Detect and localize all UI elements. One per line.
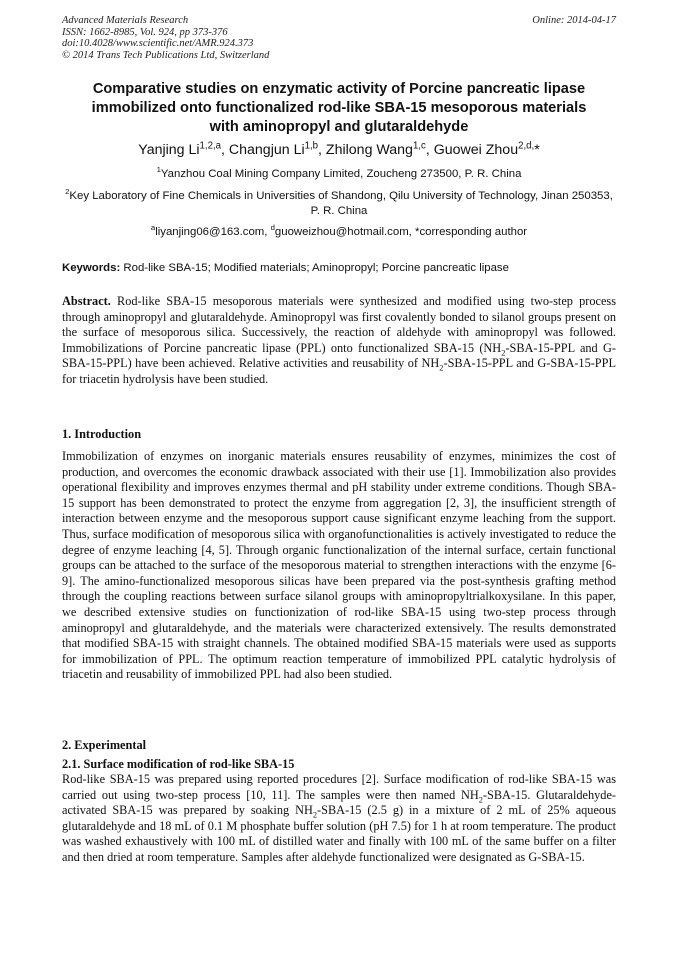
introduction-paragraph: Immobilization of enzymes on inorganic materials ensures reusability of enzymes, minimizes the cost of production, and overcomes the economic drawback associated with their use [1]. Immobilization also provides operational flexibility and improves enzymes thermal and pH stability under extreme conditions. Though SBA-15 support has been demonstrated to protect the enzyme from aggregation [2, 3], the insufficient strength of interaction between enzyme and the mesoporous support cause significant enzyme leaching from the support. Thus, surface modification of mesoporous silica with organofunctionalities is actively investigated to reduce the degree of enzyme leaching [4, 5]. Through organic functionalization of the internal surface, certain functional groups can be attached to the surface of the mesoporous material to strengthen interactions with the enzyme [6-9]. The amino-functionalized mesoporous silicas have been prepared via the post-synthesis grafting method through the coupling reactions between surface silanol groups with aminopropyltrialkoxysilane. In this paper, we described extensive studies on functionization of rod-like SBA-15 using two-step process through aminopropyl and glutaraldehyde, and the materials were characterized extensively. The results demonstrated that modified SBA-15 with straight channels. The obtained modified SBA-15 materials were used as supports for immobilization of PPL. The optimum reaction temperature of immobilized PPL catalytic hydrolysis of triacetin and reusability of immobilized PPL had also been studied. [62,449,616,682]
author-name: Yanjing Li [138,142,200,158]
author-list [40,141,638,159]
email-mark: d [270,223,275,233]
title-line-3: with aminopropyl and glutaraldehyde [209,119,469,135]
section-heading-experimental: 2. Experimental [62,738,147,752]
affiliation-1 [60,167,618,182]
affiliation-text: Key Laboratory of Fine Chemicals in Universities of Shandong, Qilu University of Technology, Jinan 250353, P. R. China [69,190,613,217]
journal-header [62,15,269,61]
affiliation-mark: 1 [156,165,161,175]
experimental-paragraph [62,772,616,866]
author-affiliation-mark: 1,2,a [199,140,221,152]
affiliation-mark: 2 [65,187,70,197]
email-line [60,225,618,240]
abstract-label: Abstract. [62,294,111,308]
paragraph-text: -SBA-15 (2.5 g) in a mixture of 2 mL of 25% aqueous glutaraldehyde and 18 mL of 0.1 M phosphate buffer solution (pH 7.5) for 1 h at room temperature. The product was washed exhaustively with 100 mL of distilled water and finally with 100 mL of the same buffer on a filter and then dried at room temperature. Samples after aldehyde functionalized were designated as G-SBA-15. [62,803,616,864]
keywords [62,261,622,276]
online-date: Online: 2014-04-17 [532,15,616,26]
corresponding-star: * [534,142,540,158]
author-affiliation-mark: 2,d, [518,140,535,152]
journal-copyright: © 2014 Trans Tech Publications Ltd, Switzerland [62,49,270,61]
email-text: guoweizhou@hotmail.com, *corresponding author [274,226,528,238]
subsection-heading: 2.1. Surface modification of rod-like SBA-15 [62,757,295,771]
subscript: 2 [312,810,318,820]
subscript: 2 [478,795,483,805]
subscript: 2 [501,348,506,358]
abstract-text: Rod-like SBA-15 mesoporous materials were synthesized and modified using two-step process through aminopropyl and glutaraldehyde. Aminopropyl was first covalently bonded to silanol groups present on the surface of mesoporous silica. Successively, the reaction of aldehyde with aminopropyl was followed. Immobilizations of Porcine pancreatic lipase (PPL) onto functionalized SBA-15 (NH [62,294,616,355]
abstract [62,294,616,388]
title-line-2: immobilized onto functionalized rod-like SBA-15 mesoporous materials [91,100,587,116]
abstract-text: -SBA-15-PPL and G-SBA-15-PPL for triacetin hydrolysis have been studied. [62,356,616,386]
paragraph-text: Rod-like SBA-15 was prepared using reported procedures [2]. Surface modification of rod-like SBA-15 was carried out using two-step process [10, 11]. The samples were then named NH [62,772,616,802]
journal-issn: ISSN: 1662-8985, Vol. 924, pp 373-376 [62,26,228,38]
keywords-label: Keywords: [62,262,121,274]
author-name: Guowei Zhou [433,142,519,158]
abstract-text: -SBA-15-PPL and G-SBA-15-PPL) have been achieved. Relative activities and reusability of NH [62,340,616,371]
affiliation-2 [60,189,618,219]
subscript: 2 [439,363,444,373]
journal-doi: doi:10.4028/www.scientific.net/AMR.924.373 [62,38,254,49]
title-line-1: Comparative studies on enzymatic activity of Porcine pancreatic lipase [92,81,586,97]
email-text: liyanjing06@163.com, [155,226,271,238]
author-separator: , [221,142,229,158]
affiliation-text: Yanzhou Coal Mining Company Limited, Zoucheng 273500, P. R. China [160,168,522,180]
paragraph-text: -SBA-15. Glutaraldehyde-activated SBA-15 was prepared by soaking NH [62,787,616,818]
author-affiliation-mark: 1,b [304,140,319,152]
paper-title [50,80,628,137]
author-affiliation-mark: 1,c [412,140,426,152]
section-heading-introduction: 1. Introduction [62,427,142,441]
journal-name: Advanced Materials Research [62,15,189,26]
email-mark: a [150,223,156,233]
author-separator: , [425,142,434,158]
author-separator: , [318,142,326,158]
author-name: Changjun Li [228,142,305,158]
keywords-text: Rod-like SBA-15; Modified materials; Aminopropyl; Porcine pancreatic lipase [120,262,509,274]
author-name: Zhilong Wang [325,142,413,158]
